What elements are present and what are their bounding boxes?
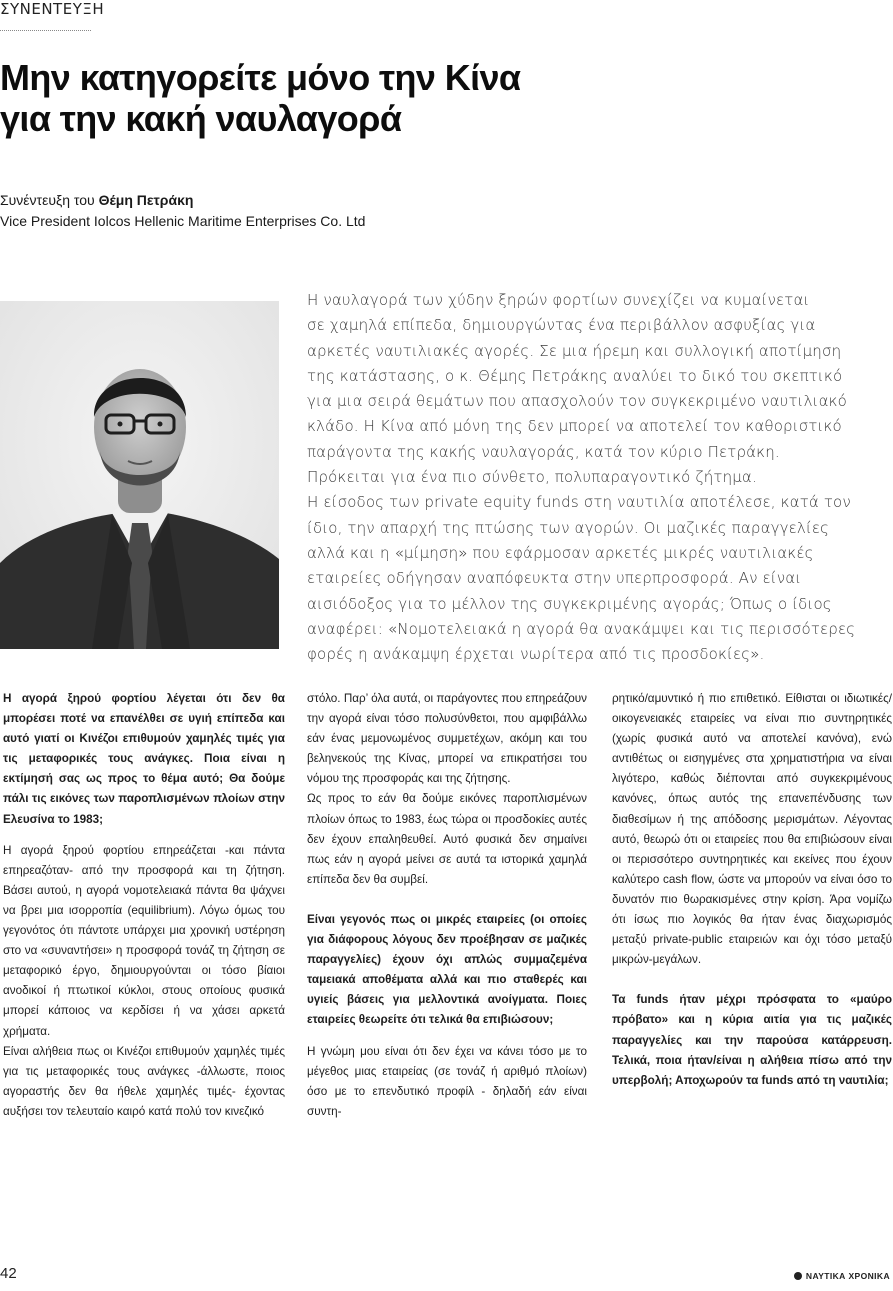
answer-paragraph: Είναι αλήθεια πως οι Κινέζοι επιθυμούν χαμηλές τιμές για τις μεταφορικές τους ανάγκες -άλλωστε, ποιος αγοραστής δεν θα ήθελε χαμηλές τιμές- έχοντας αυξήσει τον τελευταίο καιρό κατά πολύ τον κινεζικό [3, 1044, 285, 1118]
lead-line: για μια σειρά θεμάτων που απασχολούν τον συγκεκριμένο ναυτιλιακό [307, 392, 847, 411]
lead-line: της κατάστασης, ο κ. Θέμης Πετράκης αναλύει το δικό του σκεπτικό [307, 366, 843, 385]
lead-line: αναφέρει: «Νομοτελειακά η αγορά θα ανακάμψει και τις περισσότερες [307, 619, 856, 638]
section-rule [0, 30, 91, 31]
lead-line: κλάδο. Η Κίνα από μόνη της δεν μπορεί να αποτελεί τον καθοριστικό [307, 417, 842, 436]
portrait-photo [0, 301, 279, 649]
byline [0, 190, 365, 232]
byline-role: Vice President Iolcos Hellenic Maritime Enterprises Co. Ltd [0, 213, 366, 229]
question-1: Η αγορά ξηρού φορτίου λέγεται ότι δεν θα μπορέσει ποτέ να επανέλθει σε υγιή επίπεδα και αυτό γιατί οι Κινέζοι επιθυμούν χαμηλές τιμές για τις μεταφορικές τους ανάγκες. Ποια είναι η εκτίμησή σας ως προς το θέμα αυτό; Θα δούμε πάλι τις εικόνες των παροπλισμένων πλοίων στην Ελευσίνα το 1983; [3, 692, 285, 826]
brand-logo-icon [794, 1272, 802, 1280]
byline-prefix: Συνέντευξη του [0, 192, 99, 208]
byline-interviewee [0, 190, 365, 211]
column-1 [3, 689, 285, 1122]
paragraph-gap [612, 970, 892, 990]
lead-line: αρκετές ναυτιλιακές αγορές. Σε μια ήρεμη και συλλογική αποτίμηση [307, 341, 842, 360]
paragraph-gap [3, 830, 285, 841]
lead-line: εταιρείες οδήγησαν αναπόφευκτα στην υπερπροσφορά. Αν είναι [307, 569, 802, 588]
headline-line-1: Μην κατηγορείτε μόνο την Κίνα [0, 57, 521, 98]
lead-line: Η είσοδος των private equity funds στη ναυτιλία αποτέλεσε, κατά τον [307, 493, 851, 512]
paragraph-gap [307, 890, 587, 910]
answer-paragraph: ρητικό/αμυντικό ή πιο επιθετικό. Είθισται οι ιδιωτικές/οικογενειακές εταιρείες να είναι πιο συντηρητικές (χωρίς φυσικά αυτό να αποτελεί κανόνα), ενώ αντιθέτως οι εισηγμένες στα χρηματιστήρια να είναι λιγότερο, καθώς διέπονται από συγκεκριμένους κανόνες, όπως αυτός της επανεπένδυσης των διαθεσίμων ή της απόδοσης μερισμάτων. Λέγοντας αυτό, θεωρώ ότι οι εταιρείες που θα επιβιώσουν είναι οι περισσότερο συντηρητικές και εκείνες που έχουν καλύτερο cash flow, ώστε να μπορούν να είναι όσο το δυνατόν πιο θωρακισμένες στην κρίση. Άρα νομίζω ότι ίσως πιο λογικός θα ήταν ένας διαχωρισμός μεταξύ private-public εταιρειών και όχι τόσο μεταξύ μικρών-μεγάλων. [612, 692, 892, 967]
lead-paragraph [307, 288, 893, 667]
paragraph-gap [307, 1031, 587, 1042]
brand-name: ΝΑΥΤΙΚΑ ΧΡΟΝΙΚΑ [805, 1271, 890, 1281]
portrait-illustration [0, 301, 279, 649]
column-3 [612, 689, 892, 1091]
answer-paragraph: Η αγορά ξηρού φορτίου επηρεάζεται -και πάντα επηρεαζόταν- από την προσφορά και τη ζήτηση. Βάσει αυτού, η αγορά νομοτελειακά πάντα θα ψάχνει να βρει μια ισορροπία (equilibrium). Λόγω όμως του γεγονότος ότι πάντοτε υπάρχει μια χρονική υστέρηση στο να «συναντήσει» η προσφορά τονάζ τη ζήτηση σε μεταφορικό έργο, δημιουργούνται οι τόσο βίαιοι ανοδικοί ή πτωτικοί κύκλοι, στους οποίους φυσικά μπορεί κάποιος να κερδίσει ή να χάσει αρκετά χρήματα. [3, 843, 285, 1038]
lead-line: αισιόδοξος για το μέλλον της συγκεκριμένης αγοράς; Όπως ο ίδιος [307, 594, 832, 613]
byline-name: Θέμη Πετράκη [98, 192, 194, 208]
section-label: ΣΥΝΕΝΤΕΥΞΗ [0, 0, 105, 18]
answer-paragraph: στόλο. Παρ’ όλα αυτά, οι παράγοντες που επηρεάζουν την αγορά είναι τόσο πολυσύνθετοι, που αμφιβάλλω εάν ένας μεμονωμένος συμμετέχων, ακόμη και του βεληνεκούς της Κίνας, μπορεί να επικρατήσει του νόμου της προσφοράς και της ζήτησης. [307, 692, 587, 786]
answer-paragraph: Ως προς το εάν θα δούμε εικόνες παροπλισμένων πλοίων όπως το 1983, έως τώρα οι προσδοκίες αυτές δεν έχουν επαληθευθεί. Αυτό φυσικά δεν σημαίνει πως εάν η αγορά μείνει σε αυτά τα ιστορικά χαμηλά επίπεδα δεν θα συμβεί. [307, 792, 587, 886]
lead-line: φορές η ανάκαμψη έρχεται νωρίτερα από τις προσδοκίες». [307, 645, 765, 664]
column-2 [307, 689, 587, 1122]
headline-line-2: για την κακή ναυλαγορά [0, 98, 402, 139]
lead-line: αλλά και η «μίμηση» που εφάρμοσαν αρκετές μικρές ναυτιλιακές [307, 543, 814, 562]
lead-line: παράγοντα της κακής ναυλαγοράς, κατά τον κύριο Πετράκη. [307, 442, 780, 461]
page-number: 42 [0, 1265, 17, 1282]
answer-paragraph: Η γνώμη μου είναι ότι δεν έχει να κάνει τόσο με το μέγεθος μιας εταιρείας (σε τονάζ ή αριθμό πλοίων) όσο με το επενδυτικό προφίλ - δηλαδή εάν είναι συντη- [307, 1044, 587, 1118]
question-3: Τα funds ήταν μέχρι πρόσφατα το «μαύρο πρόβατο» και η κύρια αιτία για τις μαζικές παραγγελίες και την παρούσα κατάρρευση. Τελικά, ποια ήταν/είναι η αλήθεια πίσω από την υπερβολή; Αποχωρούν τα funds από τη ναυτιλία; [612, 993, 892, 1087]
lead-line: Πρόκειται για ένα πιο σύνθετο, πολυπαραγοντικό ζήτημα. [307, 468, 757, 487]
lead-line: ίδιο, την απαρχή της πτώσης των αγορών. Οι μαζικές παραγγελίες [307, 518, 830, 537]
question-2: Είναι γεγονός πως οι μικρές εταιρείες (οι οποίες για διάφορους λόγους δεν προέβησαν σε μαζικές παραγγελίες) έχουν όχι απλώς συμμαζεμένα ταμειακά αποθέματα αλλά και πιο σταθερές και υγιείς βάσεις για μελλοντικά ανοίγματα. Ποιες εταιρείες θεωρείτε ότι τελικά θα επιβιώσουν; [307, 912, 587, 1027]
lead-line: σε χαμηλά επίπεδα, δημιουργώντας ένα περιβάλλον ασφυξίας για [307, 316, 816, 335]
lead-line: Η ναυλαγορά των χύδην ξηρών φορτίων συνεχίζει να κυμαίνεται [307, 291, 810, 309]
page-title [0, 57, 880, 139]
publication-brand [794, 1271, 890, 1281]
